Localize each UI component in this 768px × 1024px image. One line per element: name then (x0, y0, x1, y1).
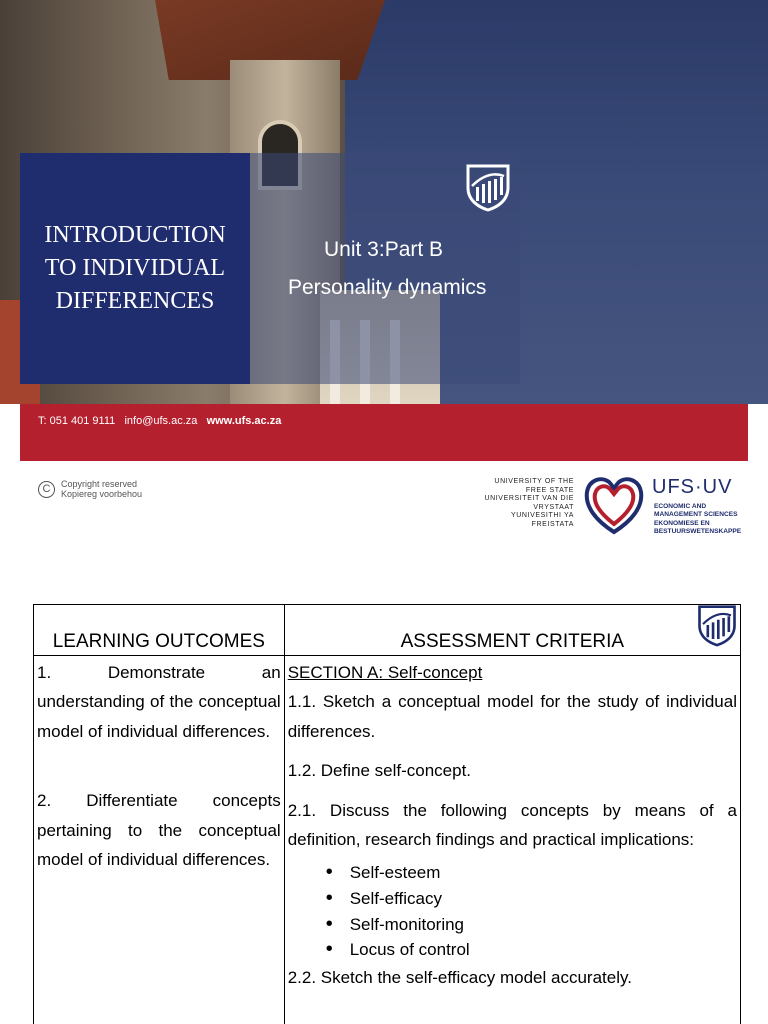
contact-website[interactable]: www.ufs.ac.za (206, 415, 282, 427)
copyright-line-af: Kopiereg voorbehou (61, 489, 143, 499)
contact-info (38, 415, 281, 427)
contact-phone: T: 051 401 9111 (38, 415, 116, 427)
unit-title: Unit 3:Part B (324, 238, 444, 261)
ufs-brand: UFS·UV (652, 476, 733, 498)
ufs-heart-logo-icon (583, 472, 645, 540)
copyright-icon: C (38, 481, 55, 498)
unit-subtitle: Personality dynamics (288, 276, 487, 299)
ufs-shield-icon (464, 162, 512, 212)
presentation-title: INTRODUCTION TO INDIVIDUAL DIFFERENCES (44, 222, 226, 314)
contact-email[interactable]: info@ufs.ac.za (124, 415, 198, 427)
list-item: • Self-monitoring (326, 912, 737, 938)
copyright-line-en: Copyright reserved (61, 479, 138, 489)
outcomes-slide (0, 545, 768, 1024)
section-a-heading: SECTION A: Self-concept (287, 663, 483, 682)
list-item: • Self-efficacy (326, 886, 737, 912)
criterion-1-2: 1.2. Define self-concept. (287, 761, 472, 781)
copyright-notice (38, 479, 142, 499)
contact-bar (20, 404, 748, 461)
outcome-2: 2. Differentiate concepts pertaining to the conceptual model of individual differences. (37, 791, 281, 870)
outcome-1: 1. Demonstrate an understanding of the conceptual model of individual differences. (37, 663, 281, 741)
university-names: UNIVERSITY OF THE FREE STATE UNIVERSITEIT VAN DIE VRYSTAAT YUNIVESITHI YA FREISTATA (484, 478, 574, 528)
table-row (34, 656, 741, 1024)
list-item: • Self-esteem (326, 860, 737, 886)
header-learning-outcomes: LEARNING OUTCOMES (34, 605, 285, 656)
header-assessment-criteria: ASSESSMENT CRITERIA (284, 605, 740, 656)
list-item: • Locus of control (326, 937, 737, 963)
criterion-2-1: 2.1. Discuss the following concepts by means of a definition, research findings and practical implications: (287, 800, 737, 850)
title-box (20, 153, 250, 384)
outcomes-table (33, 604, 741, 1024)
criterion-1-1: 1.1. Sketch a conceptual model for the study of individual differences. (287, 692, 737, 741)
learning-outcomes-cell (34, 656, 285, 1024)
criterion-2-2: 2.2. Sketch the self-efficacy model accurately. (287, 967, 632, 987)
faculty-name: ECONOMIC AND MANAGEMENT SCIENCES EKONOMIESE EN BESTUURSWETENSKAPPE (654, 503, 742, 536)
concept-list (326, 860, 737, 962)
assessment-criteria-cell (284, 656, 740, 1024)
ufs-shield-icon (696, 603, 738, 647)
table-header-row (34, 605, 741, 656)
